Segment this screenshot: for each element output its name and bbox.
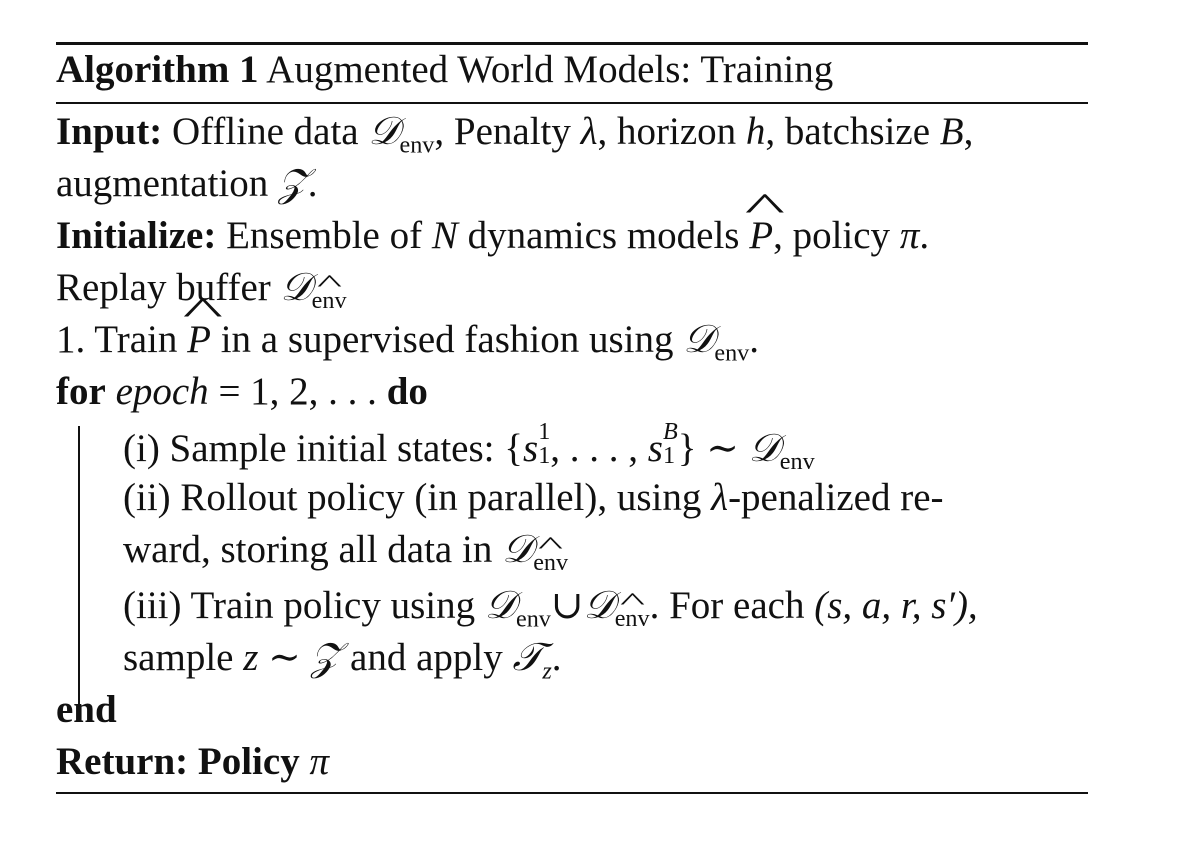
initialize-line-1: Initialize: Ensemble of N dynamics models ^ P, policy π. <box>56 210 929 262</box>
loop-step-ii-line-2: ward, storing all data in 𝒟$_{env}$ <box>123 527 569 577</box>
algorithm-label: Algorithm 1 <box>56 48 259 91</box>
caption-rule <box>56 102 1088 104</box>
return-line: Return: Policy π <box>56 740 329 783</box>
loop-body-bar <box>78 426 80 722</box>
return-keyword: Return: <box>56 740 189 783</box>
loop-step-iii-line-1: (iii) Train policy using 𝒟$_{env}$∪𝒟$_{env}$. For each (s, a, r, s′), <box>123 583 978 633</box>
algorithm-title: Augmented World Models: Training <box>266 48 834 91</box>
p-hat: ^ P <box>187 314 211 366</box>
return-text: Policy <box>197 740 300 783</box>
for-line: for epoch = 1, 2, . . . do <box>56 370 428 413</box>
input-keyword: Input: <box>56 110 163 153</box>
bottom-rule <box>56 792 1088 794</box>
step-1: 1. Train ^ P in a supervised fashion using 𝒟$_{env}$. <box>56 314 759 366</box>
p-hat: ^ P <box>749 210 773 262</box>
end-keyword: end <box>56 688 117 731</box>
loop-step-ii-line-1: (ii) Rollout policy (in parallel), using λ-penalized re- <box>123 476 944 519</box>
algorithm-caption <box>56 44 833 96</box>
loop-step-iii-line-2: sample z ∼ 𝒵 and apply 𝒯$_z$. <box>123 635 562 685</box>
initialize-keyword: Initialize: <box>56 214 217 257</box>
initialize-line-2: Replay buffer 𝒟$_{env}$ <box>56 265 347 315</box>
do-keyword: do <box>386 370 428 413</box>
loop-step-i: (i) Sample initial states: {s 1 1 , . . . , s B 1 } ∼ 𝒟$_{env}$ <box>123 418 815 476</box>
input-line-1: Input: Offline data 𝒟$_{env}$, Penalty λ, horizon h, batchsize B, <box>56 109 974 159</box>
end-line <box>56 684 117 736</box>
input-line-2: augmentation 𝒵. <box>56 161 318 206</box>
for-keyword: for <box>56 370 106 413</box>
